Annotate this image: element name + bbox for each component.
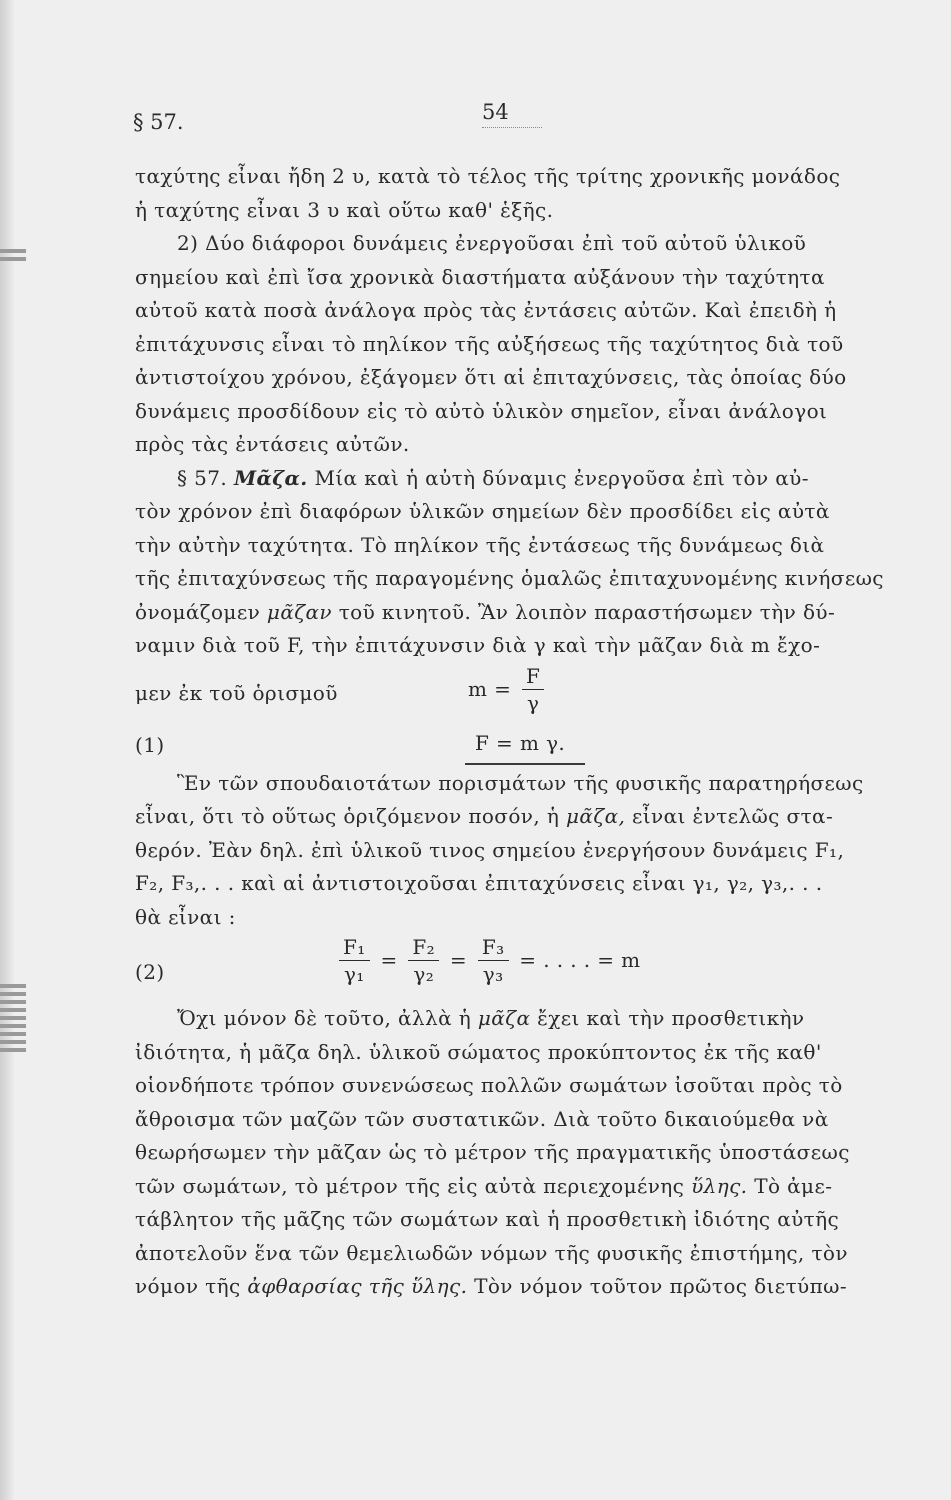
equals-sign: =: [449, 947, 468, 972]
section-label: § 57.: [177, 465, 228, 490]
fraction-numerator: F₂: [408, 934, 439, 961]
text-line: [135, 596, 895, 630]
text-line: σημείου καὶ ἐπὶ ἴσα χρονικὰ διαστήματα αὐξάνουν τὴν ταχύτητα: [135, 264, 825, 289]
term-mass: μᾶζαν: [266, 599, 332, 624]
text-line: ἡ ταχύτης εἶναι 3 υ καὶ οὕτω καθ' ἑξῆς.: [135, 197, 554, 222]
text-line: ἰδιότητα, ἡ μᾶζα δηλ. ὑλικοῦ σώματος προκύπτοντος ἐκ τῆς καθ': [135, 1039, 822, 1064]
fraction-denominator: γ₃: [482, 962, 504, 986]
text-fragment: νόμον τῆς: [135, 1274, 241, 1298]
text-fragment: Τὸ ἀμε-: [754, 1173, 833, 1198]
formula-definition: [468, 663, 548, 716]
page-number: 54: [482, 100, 509, 124]
body-text: [135, 160, 895, 1304]
running-head-section: § 57.: [133, 110, 184, 134]
fraction-denominator: γ₁: [343, 962, 365, 986]
text-line: 2) Δύο διάφοροι δυνάμεις ἐνεργοῦσαι ἐπὶ τοῦ αὐτοῦ ὑλικοῦ: [177, 231, 807, 255]
text-line: τὴν αὐτὴν ταχύτητα. Τὸ πηλίκον τῆς ἐντάσεως τῆς δυνάμεως διὰ: [135, 532, 825, 557]
section-title: Μᾶζα.: [233, 465, 308, 490]
term-conservation-of-matter: ἀφθαρσίας τῆς ὕλης.: [247, 1274, 468, 1298]
text-line: ἄθροισμα τῶν μαζῶν τῶν συστατικῶν. Διὰ τοῦτο δικαιούμεθα νὰ: [135, 1106, 829, 1131]
fraction-F1-gamma1: [339, 934, 370, 987]
text-line: τάβλητον τῆς μᾶζης τῶν σωμάτων καὶ ἡ προσθετικὴ ἰδιότης αὐτῆς: [135, 1207, 840, 1231]
text-fragment: τοῦ κινητοῦ. Ἂν λοιπὸν παραστήσωμεν τὴν δύ-: [338, 599, 836, 624]
text-fragment: Τὸν νόμον τοῦτον πρῶτος διετύπω-: [474, 1274, 847, 1298]
fraction-denominator: γ₂: [413, 962, 435, 986]
fraction-denominator: γ: [527, 690, 540, 715]
text-line: [135, 1170, 895, 1204]
margin-marks: [0, 245, 26, 265]
text-line: θὰ εἶναι :: [135, 904, 236, 929]
text-line: οἱονδήποτε τρόπον συνενώσεως πολλῶν σωμάτων ἰσοῦται πρὸς τὸ: [135, 1073, 843, 1097]
text-line: δυνάμεις προσδίδουν εἰς τὸ αὐτὸ ὑλικὸν σημεῖον, εἶναι ἀνάλογοι: [135, 398, 828, 423]
formula-row-2: [135, 934, 895, 1002]
text-fragment: Ὄχι μόνον δὲ τοῦτο, ἀλλὰ ἡ: [177, 1006, 472, 1030]
text-line: αὐτοῦ κατὰ ποσὰ ἀνάλογα πρὸς τὰς ἐντάσεις αὐτῶν. Καὶ ἐπειδὴ ἡ: [135, 298, 837, 322]
text-fragment: εἶναι ἐντελῶς στα-: [632, 804, 834, 828]
formula-F-equals-m-gamma: F = m γ.: [475, 730, 566, 755]
equation-number: (2): [135, 960, 165, 984]
binding-shadow: [0, 0, 14, 1500]
text-line: [135, 663, 895, 723]
margin-marks: [0, 980, 26, 1056]
term-matter: ὕλης.: [691, 1173, 748, 1198]
fraction-F-over-gamma: [522, 663, 544, 716]
header-divider: [482, 127, 542, 128]
text-line: [135, 800, 895, 834]
text-fragment: ἔχει καὶ τὴν προσθετικὴν: [537, 1006, 805, 1030]
text-line: [135, 1002, 895, 1036]
text-line: ναμιν διὰ τοῦ F, τὴν ἐπιτάχυνσιν διὰ γ καὶ τὴν μᾶζαν διὰ m ἔχο-: [135, 633, 821, 657]
text-line: [135, 1270, 895, 1304]
paragraph-three: [135, 767, 895, 935]
text-line: τῆς ἐπιταχύνσεως τῆς παραγομένης ὁμαλῶς ἐπιταχυνομένης κινήσεως: [135, 566, 884, 590]
formula-row-1: [135, 723, 895, 767]
text-line: ἐπιτάχυνσις εἶναι τὸ πηλίκον τῆς αὐξήσεως τῆς ταχύτητος διὰ τοῦ: [135, 331, 844, 356]
text-line: ἀποτελοῦν ἕνα τῶν θεμελιωδῶν νόμων τῆς φυσικῆς ἐπιστήμης, τὸν: [135, 1240, 848, 1265]
fraction-numerator: F₃: [478, 934, 509, 961]
text-line: ἀντιστοίχου χρόνου, ἐξάγομεν ὅτι αἱ ἐπιταχύνσεις, τὰς ὁποίας δύο: [135, 365, 847, 389]
paragraph-two: [135, 227, 895, 462]
text-line: ταχύτης εἶναι ἤδη 2 υ, κατὰ τὸ τέλος τῆς τρίτης χρονικῆς μονάδος: [135, 164, 841, 188]
section-mass: [135, 462, 895, 723]
equation-number: (1): [135, 732, 165, 757]
text-line: πρὸς τὰς ἐντάσεις αὐτῶν.: [135, 432, 410, 456]
paragraph-continuation: [135, 160, 895, 227]
formula-tail: = . . . . = m: [519, 947, 641, 972]
text-line: [135, 462, 895, 496]
fraction-numerator: F: [522, 663, 544, 690]
formula-mass-ratios: [335, 934, 641, 987]
text-fragment: εἶναι, ὅτι τὸ οὕτως ὁριζόμενον ποσόν, ἡ: [135, 804, 560, 828]
text-line: Ἓν τῶν σπουδαιοτάτων πορισμάτων τῆς φυσικῆς παρατηρήσεως: [177, 770, 864, 795]
text-fragment: μεν ἐκ τοῦ ὁρισμοῦ: [135, 680, 338, 705]
fraction-F3-gamma3: [478, 934, 509, 987]
text-fragment: ὀνομάζομεν: [135, 599, 261, 624]
text-line: θερόν. Ἐὰν δηλ. ἐπὶ ὑλικοῦ τινος σημείου ἐνεργήσουν δυνάμεις F₁,: [135, 837, 845, 862]
formula-underline: [465, 763, 585, 765]
fraction-numerator: F₁: [339, 934, 370, 961]
text-line: τὸν χρόνον ἐπὶ διαφόρων ὑλικῶν σημείων δὲν προσδίδει εἰς αὐτὰ: [135, 499, 830, 523]
term-mass: μᾶζα: [477, 1006, 531, 1030]
text-line: θεωρήσωμεν τὴν μᾶζαν ὡς τὸ μέτρον τῆς πραγματικῆς ὑποστάσεως: [135, 1140, 850, 1164]
text-line: F₂, F₃,. . . καὶ αἱ ἀντιστοιχοῦσαι ἐπιταχύνσεις εἶναι γ₁, γ₂, γ₃,. . .: [135, 871, 823, 895]
formula-lhs: m =: [468, 676, 512, 701]
term-mass: μᾶζα,: [566, 804, 626, 828]
equals-sign: =: [380, 947, 398, 972]
text-fragment: Μία καὶ ἡ αὐτὴ δύναμις ἐνεργοῦσα ἐπὶ τὸν αὐ-: [314, 465, 809, 490]
text-fragment: τῶν σωμάτων, τὸ μέτρον τῆς εἰς αὐτὰ περιεχομένης: [135, 1173, 685, 1198]
fraction-F2-gamma2: [408, 934, 439, 987]
paragraph-four: [135, 1002, 895, 1304]
